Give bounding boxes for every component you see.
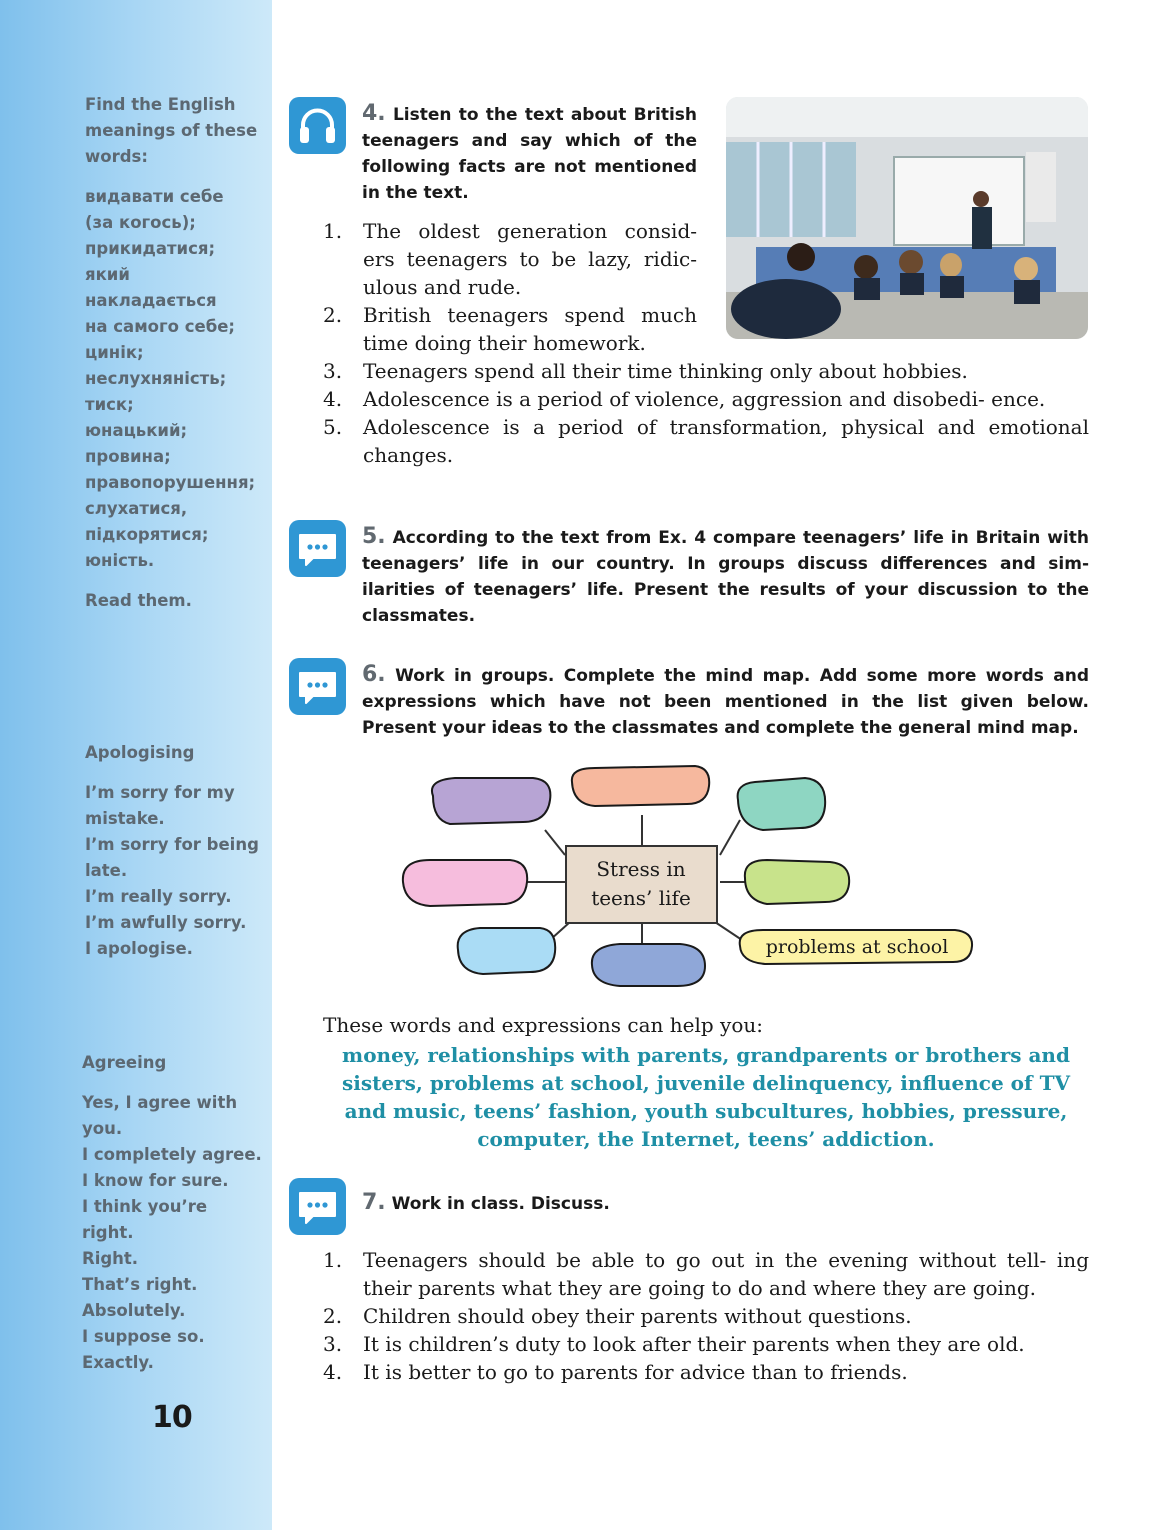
agreeing-phrase: I know for sure. <box>82 1171 229 1190</box>
agreeing-block <box>82 1050 262 1376</box>
agreeing-phrase: Absolutely. <box>82 1301 186 1320</box>
agreeing-phrase: Right. <box>82 1249 139 1268</box>
mindmap-center-line2: teens’ life <box>591 886 691 910</box>
list-item: 2. British teenagers spend much time doing their homework. <box>323 303 697 355</box>
speech-bubble-icon <box>289 520 346 577</box>
vocab-heading: Find the English meanings of these words: <box>85 95 258 166</box>
list-item: 3. It is children’s duty to look after their parents when they are old. <box>323 1332 1025 1356</box>
apologising-phrase: I’m really sorry. <box>85 887 232 906</box>
ex6-instruction <box>362 662 1089 741</box>
ex5-instruction <box>362 524 1089 629</box>
ex7-text: Work in class. Discuss. <box>391 1194 610 1214</box>
vocab-word: який накладається <box>85 265 217 310</box>
ex4-number: 4. <box>362 101 386 126</box>
vocab-footer: Read them. <box>85 591 192 610</box>
classroom-photo <box>726 97 1088 339</box>
vocab-word: тиск; <box>85 395 134 414</box>
list-item: 4. Adolescence is a period of violence, aggression and disobedi- ence. <box>323 387 1046 411</box>
vocab-word: підкорятися; <box>85 525 209 544</box>
apologising-phrase: I’m sorry for being <box>85 835 259 854</box>
mindmap-center-line1: Stress in <box>596 857 686 881</box>
speech-bubble-icon <box>289 1178 346 1235</box>
ex4-instruction <box>362 101 697 206</box>
mindmap-bubble-2 <box>572 766 709 806</box>
mind-map <box>395 760 985 995</box>
mindmap-bubble-3 <box>738 778 826 830</box>
vocab-word: юність. <box>85 551 155 570</box>
vocab-word: юнацький; <box>85 421 188 440</box>
apologising-phrase: I apologise. <box>85 939 193 958</box>
sidebar <box>0 0 272 1530</box>
mindmap-bubble-5 <box>745 860 849 904</box>
mindmap-filled-bubble-label: problems at school <box>765 936 949 958</box>
ex7-list <box>323 1246 1089 1386</box>
ex5-text: According to the text from Ex. 4 compare teenagers’ life in Britain with teenagers’ life in our country. In groups discuss differences and sim- ilarities of teenagers’ life. Present the results of your discussion to the classmates. <box>362 528 1089 626</box>
mindmap-bubble-6 <box>458 928 556 974</box>
agreeing-phrase: I think you’re right. <box>82 1197 208 1242</box>
mindmap-bubble-1 <box>432 778 550 824</box>
vocab-word: видавати себе <box>85 187 224 206</box>
ex4-list-part1 <box>323 217 697 357</box>
apologising-phrase: I’m sorry for my <box>85 783 235 802</box>
ex7-instruction <box>362 1190 1089 1217</box>
agreeing-phrase: Yes, I agree with <box>82 1093 238 1112</box>
vocab-word: неслухняність; <box>85 369 227 388</box>
apologising-block <box>85 740 265 962</box>
ex5-number: 5. <box>362 524 386 549</box>
vocab-word: провина; <box>85 447 171 466</box>
speech-bubble-icon <box>289 658 346 715</box>
ex4-list-part2 <box>323 357 1089 469</box>
agreeing-phrase: That’s right. <box>82 1275 198 1294</box>
agreeing-phrase: Exactly. <box>82 1353 154 1372</box>
vocab-word: слухатися, <box>85 499 188 518</box>
vocab-word: цинік; <box>85 343 144 362</box>
helper-words: money, relationships with parents, grandparents or brothers and sisters, problems at school, juvenile delinquency, influence of TV and music, teens’ fashion, youth subcultures, hobbies, pressure, computer, the Internet, teens’ addiction. <box>342 1043 1070 1151</box>
mindmap-bubble-7 <box>592 944 705 986</box>
vocab-word: прикидатися; <box>85 239 216 258</box>
mindmap-bubble-4 <box>403 860 527 906</box>
apologising-phrase: mistake. <box>85 809 165 828</box>
ex6-text: Work in groups. Complete the mind map. Add some more words and expressions which have not been mentioned in the list given below. Present your ideas to the classmates and complete the general mind map. <box>362 666 1089 738</box>
agreeing-phrase: I completely agree. <box>82 1145 262 1164</box>
agreeing-phrase: you. <box>82 1119 123 1138</box>
vocab-block <box>85 92 265 614</box>
apologising-phrase: late. <box>85 861 128 880</box>
ex7-number: 7. <box>362 1190 386 1215</box>
vocab-list <box>85 184 265 574</box>
page-number: 10 <box>152 1400 192 1435</box>
list-item: 3. Teenagers spend all their time thinking only about hobbies. <box>323 359 968 383</box>
helper-text: These words and expressions can help you: <box>323 1013 763 1037</box>
list-item: 4. It is better to go to parents for advice than to friends. <box>323 1360 908 1384</box>
list-item: 1. Teenagers should be able to go out in the evening without tell- ing their parents what they are going to do and where they are going. <box>323 1248 1089 1300</box>
list-item: 5. Adolescence is a period of transformation, physical and emotional changes. <box>323 415 1089 467</box>
vocab-word: правопорушення; <box>85 473 256 492</box>
vocab-word: на самого себе; <box>85 317 235 336</box>
vocab-word: (за когось); <box>85 213 196 232</box>
ex4-text: Listen to the text about British teenagers and say which of the following facts are not mentioned in the text. <box>362 105 697 203</box>
agreeing-phrase: I suppose so. <box>82 1327 205 1346</box>
apologising-list <box>85 780 265 962</box>
headphones-icon <box>289 97 346 154</box>
ex6-number: 6. <box>362 662 386 687</box>
apologising-phrase: I’m awfully sorry. <box>85 913 247 932</box>
agreeing-heading: Agreeing <box>82 1053 167 1072</box>
list-item: 1. The oldest generation consid- ers teenagers to be lazy, ridic- ulous and rude. <box>323 219 697 299</box>
apologising-heading: Apologising <box>85 743 195 762</box>
list-item: 2. Children should obey their parents without questions. <box>323 1304 912 1328</box>
agreeing-list <box>82 1090 262 1376</box>
